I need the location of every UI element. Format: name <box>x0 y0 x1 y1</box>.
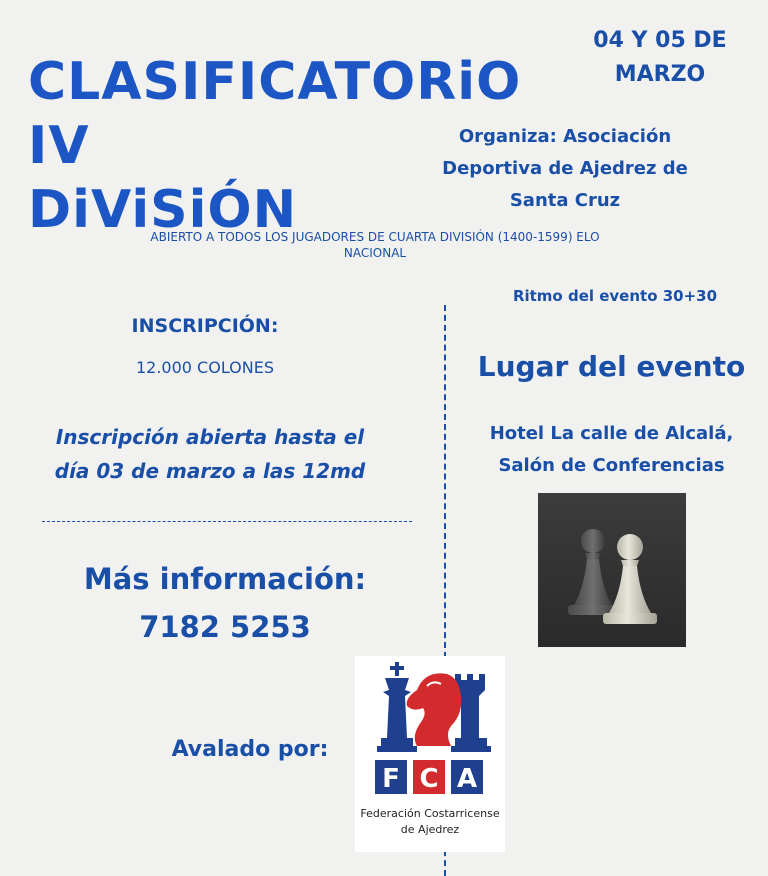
event-date-line1: 04 Y 05 DE <box>593 28 727 53</box>
eligibility-note <box>80 229 670 261</box>
fca-logo-icon <box>355 656 505 852</box>
venue-address-line2: Salón de Conferencias <box>498 455 725 476</box>
organizer <box>420 121 710 217</box>
organizer-line1: Organiza: Asociación <box>458 126 672 147</box>
registration-fee: 12.000 COLONES <box>135 358 274 377</box>
event-rhythm: Ritmo del evento 30+30 <box>512 287 718 305</box>
registration-deadline-line2: día 03 de marzo a las 12md <box>54 459 366 483</box>
logo-caption-line1: Federación Costarricense <box>360 807 500 820</box>
logo-caption <box>355 806 505 838</box>
logo-caption-line2: de Ajedrez <box>400 823 460 836</box>
registration-deadline <box>15 420 405 488</box>
event-title-line1: CLASIFICATORiO IV <box>28 52 522 176</box>
registration-label: INSCRIPCIÓN: <box>131 315 279 337</box>
horizontal-divider <box>42 521 412 522</box>
svg-text:C: C <box>419 764 439 794</box>
endorsement-label: Avalado por: <box>171 737 329 762</box>
eligibility-line2: NACIONAL <box>343 246 407 260</box>
svg-text:F: F <box>382 764 400 794</box>
contact-label: Más información: <box>83 562 367 596</box>
venue-title: Lugar del evento <box>477 350 746 383</box>
contact-phone: 7182 5253 <box>139 610 311 644</box>
event-date-line2: MARZO <box>614 62 706 87</box>
event-title-line2: DiViSiÓN <box>28 180 298 240</box>
venue-address-line1: Hotel La calle de Alcalá, <box>489 423 734 444</box>
organizer-line3: Santa Cruz <box>509 190 621 211</box>
organizer-line2: Deportiva de Ajedrez de <box>442 158 688 179</box>
venue-address <box>455 418 768 482</box>
svg-text:A: A <box>456 764 478 794</box>
eligibility-line1: ABIERTO A TODOS LOS JUGADORES DE CUARTA DIVISIÓN (1400-1599) ELO <box>150 230 600 244</box>
registration-deadline-line1: Inscripción abierta hasta el <box>55 425 365 449</box>
chess-pawns-icon <box>538 493 686 647</box>
event-date <box>560 24 760 92</box>
